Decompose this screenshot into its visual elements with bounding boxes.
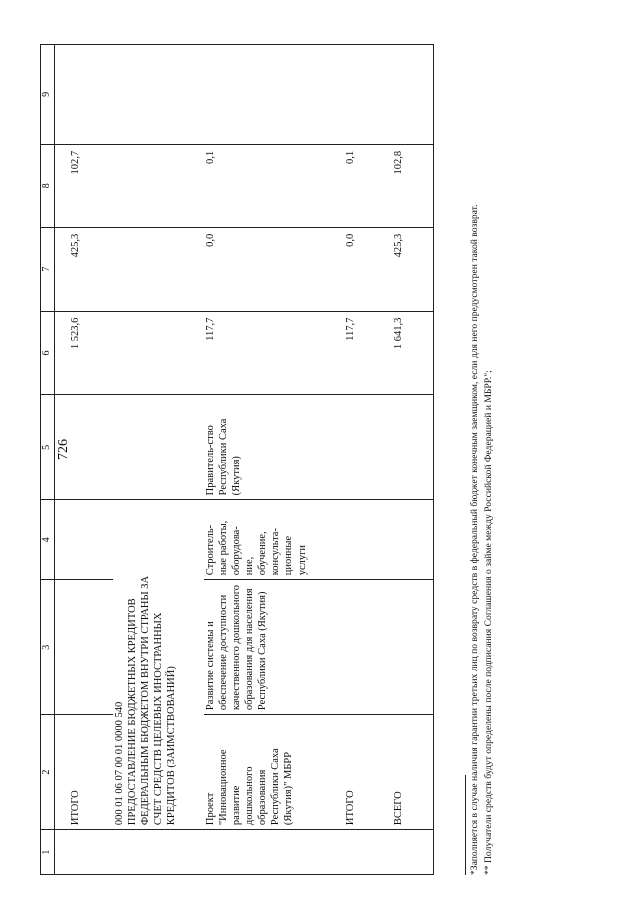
project-activities: Строитель-ные работы, оборудова-ние, обучение, консульта-ционные услуги [204, 500, 344, 580]
table-row-itogo [55, 45, 113, 875]
project-goal: Развитие системы и обеспечение доступности качественного дошкольного образования для населения Республики Саха (Якутия) [204, 580, 344, 715]
row-label: ИТОГО [55, 715, 113, 830]
project-recipient: Правитель-ство Республики Саха (Якутия) [204, 395, 344, 500]
budget-table [40, 44, 434, 875]
value-cell: 117,7 [344, 311, 384, 395]
row-label: ИТОГО [344, 715, 384, 830]
value-cell: 0,1 [204, 144, 344, 227]
col-number: 9 [41, 45, 55, 145]
project-name: Проект "Инновационное развитие дошкольного образования Республики Саха (Якутия)" МБРР [204, 715, 344, 830]
value-cell: 0,0 [344, 227, 384, 311]
footnote-1: *Заполняется в случае наличия гарантии третьих лиц по возврату средств в федеральный бюджет конечным заемщиком, если для него предусмотрен такой возврат. [469, 204, 480, 875]
col-number: 7 [41, 227, 55, 311]
column-number-header [41, 45, 55, 875]
table-row-itogo [344, 45, 384, 875]
value-cell: 425,3 [384, 227, 434, 311]
col-number: 5 [41, 395, 55, 500]
col-number: 6 [41, 311, 55, 395]
row-label: ВСЕГО [384, 715, 434, 830]
value-cell: 425,3 [55, 227, 113, 311]
col-number: 8 [41, 144, 55, 227]
table-row-section-title [126, 45, 204, 875]
col-number: 4 [41, 500, 55, 580]
value-cell: 102,7 [55, 144, 113, 227]
footnote-divider [465, 775, 466, 875]
col-number: 1 [41, 830, 55, 875]
value-cell: 0,0 [204, 227, 344, 311]
value-cell: 0,1 [344, 144, 384, 227]
section-title: ПРЕДОСТАВЛЕНИЕ БЮДЖЕТНЫХ КРЕДИТОВ ФЕДЕРАЛЬНЫМ БЮДЖЕТОМ ВНУТРИ СТРАНЫ ЗА СЧЕТ СРЕДСТВ ЦЕЛЕВЫХ ИНОСТРАННЫХ КРЕДИТОВ (ЗАИМСТВОВАНИЙ) [126, 500, 204, 830]
col-number: 3 [41, 580, 55, 715]
table-row-total [384, 45, 434, 875]
col-number: 2 [41, 715, 55, 830]
value-cell: 1 523,6 [55, 311, 113, 395]
value-cell: 117,7 [204, 311, 344, 395]
table-row-project [204, 45, 344, 875]
page-number: 726 [56, 439, 71, 460]
footnote-2: ** Получатели средств будут определены после подписания Соглашения о займе между Российской Федерацией и МБРР."; [483, 370, 495, 875]
table-row-code [113, 45, 126, 875]
value-cell: 1 641,3 [384, 311, 434, 395]
value-cell: 102,8 [384, 144, 434, 227]
footnotes [465, 35, 498, 875]
budget-code: 000 01 06 07 00 01 0000 540 [113, 500, 126, 830]
